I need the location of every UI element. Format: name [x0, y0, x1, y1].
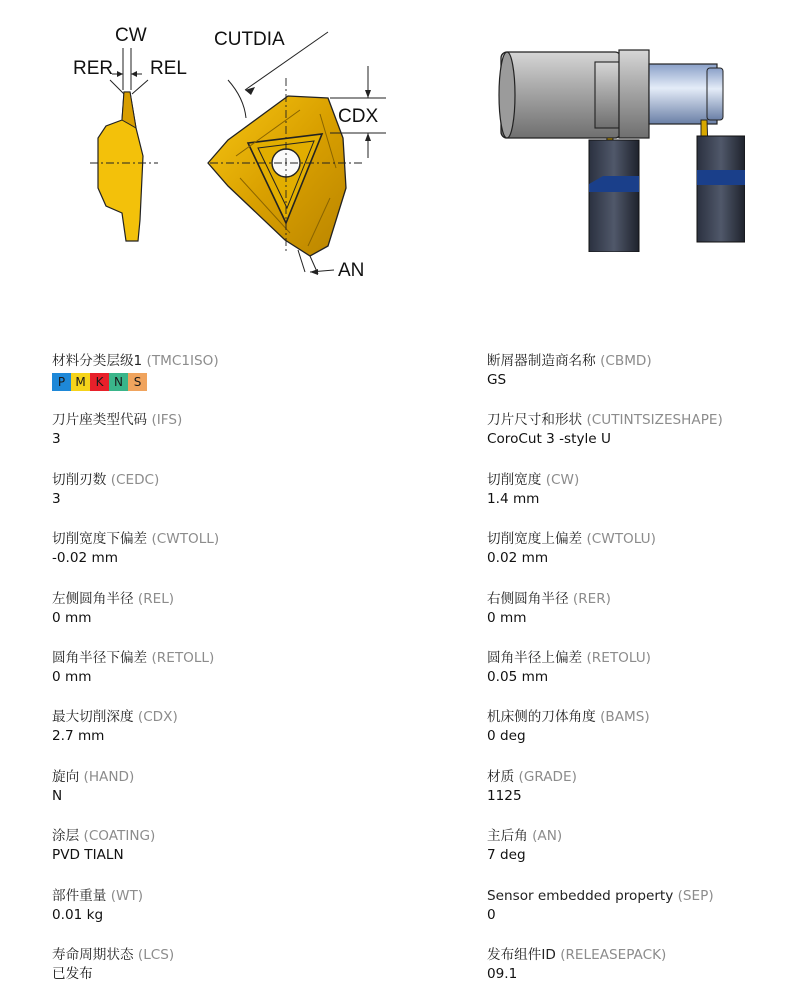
spec-item-grade [487, 768, 723, 827]
spec-value: 0.05 mm [487, 668, 549, 685]
cdx-label: CDX [338, 106, 379, 127]
spec-label: 材质 (GRADE) [487, 768, 577, 785]
cw-label: CW [115, 25, 147, 46]
spec-label: 切削宽度 (CW) [487, 471, 580, 488]
spec-value: N [52, 787, 63, 804]
iso-chip-s: S [128, 373, 147, 391]
spec-item-hand [52, 768, 219, 827]
spec-label: 右侧圆角半径 (RER) [487, 590, 611, 607]
spec-value: 3 [52, 490, 61, 507]
iso-chip-k: K [90, 373, 109, 391]
spec-label: 寿命周期状态 (LCS) [52, 946, 175, 963]
spec-item-rer [487, 590, 723, 649]
spec-item-releasepack [487, 946, 723, 1005]
spec-label: 部件重量 (WT) [52, 887, 144, 904]
spec-value: PVD TIALN [52, 847, 124, 864]
spec-value: 0.02 mm [487, 550, 549, 567]
spec-item-an [487, 827, 723, 886]
spec-label: 切削宽度下偏差 (CWTOLL) [52, 531, 220, 548]
spec-item-tmc1iso [52, 352, 219, 411]
spec-value: 0 mm [52, 668, 92, 685]
spec-item-sep [487, 887, 723, 946]
spec-value: GS [487, 372, 507, 388]
spec-label: 断屑器制造商名称 (CBMD) [487, 353, 652, 369]
spec-value: 3 [52, 431, 61, 448]
spec-column-left [52, 352, 219, 1005]
spec-value: 0 mm [52, 609, 92, 626]
spec-label: 最大切削深度 (CDX) [52, 709, 178, 726]
spec-label: 刀片座类型代码 (IFS) [52, 412, 183, 429]
spec-label: 材料分类层级1 (TMC1ISO) [52, 353, 219, 369]
spec-item-cwtoll [52, 530, 219, 589]
spec-item-cbmd [487, 352, 723, 411]
spec-value: 1125 [487, 787, 522, 804]
iso-chip-p: P [52, 373, 71, 391]
iso-material-groups [52, 373, 219, 391]
cw-dimension [73, 25, 187, 94]
spec-label: 左侧圆角半径 (REL) [52, 590, 175, 607]
spec-item-rel [52, 590, 219, 649]
spec-item-lcs [52, 946, 219, 1005]
spec-item-cw [487, 471, 723, 530]
spec-label: 主后角 (AN) [487, 828, 563, 845]
workpiece [499, 50, 723, 138]
spec-item-cutintsizeshape [487, 411, 723, 470]
spec-item-retolu [487, 649, 723, 708]
spec-item-coating [52, 827, 219, 886]
rel-label: REL [150, 58, 187, 79]
spec-value: 09.1 [487, 965, 518, 982]
spec-label: 刀片尺寸和形状 (CUTINTSIZESHAPE) [487, 412, 723, 429]
spec-value: -0.02 mm [52, 550, 118, 567]
spec-label: 切削宽度上偏差 (CWTOLU) [487, 531, 656, 548]
holder-application-illustration [495, 40, 745, 252]
spec-item-ifs [52, 411, 219, 470]
spec-label: 切削刃数 (CEDC) [52, 471, 160, 488]
spec-label: 旋向 (HAND) [52, 768, 135, 785]
spec-label: 机床侧的刀体角度 (BAMS) [487, 709, 650, 726]
spec-value: 7 deg [487, 847, 526, 864]
spec-item-bams [487, 708, 723, 767]
spec-item-wt [52, 887, 219, 946]
spec-value: CoroCut 3 -style U [487, 431, 611, 448]
insert-side-view [90, 92, 158, 241]
iso-chip-m: M [71, 373, 90, 391]
tool-holder-left [589, 138, 639, 252]
spec-item-cdx [52, 708, 219, 767]
spec-column-right [487, 352, 723, 1005]
spec-value: 2.7 mm [52, 728, 105, 745]
tool-holder-right [697, 120, 745, 242]
spec-value: 0.01 kg [52, 906, 104, 923]
an-label: AN [338, 260, 365, 281]
spec-label: 圆角半径上偏差 (RETOLU) [487, 649, 651, 666]
spec-value: 1.4 mm [487, 490, 540, 507]
spec-label: Sensor embedded property (SEP) [487, 887, 714, 904]
spec-value: 0 mm [487, 609, 527, 626]
spec-value: 0 [487, 906, 496, 923]
spec-label: 涂层 (COATING) [52, 828, 156, 845]
spec-item-cwtolu [487, 530, 723, 589]
spec-item-cedc [52, 471, 219, 530]
insert-dimension-diagram [60, 18, 400, 288]
insert-top-view [208, 78, 365, 256]
rer-label: RER [73, 58, 114, 79]
spec-value: 已发布 [52, 965, 93, 982]
spec-value: 0 deg [487, 728, 526, 745]
cutdia-label: CUTDIA [214, 29, 285, 50]
iso-chip-n: N [109, 373, 128, 391]
spec-label: 发布组件ID (RELEASEPACK) [487, 946, 667, 963]
spec-item-retoll [52, 649, 219, 708]
spec-label: 圆角半径下偏差 (RETOLL) [52, 649, 215, 666]
